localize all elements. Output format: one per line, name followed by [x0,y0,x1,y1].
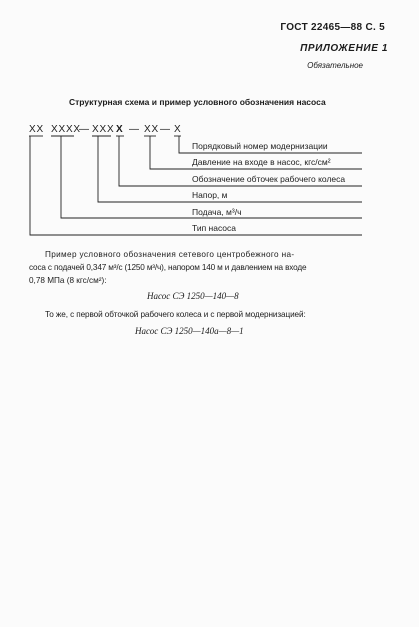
example-line-4: То же, с первой обточкой рабочего колеса и с первой модернизацией: [45,310,306,319]
label-modernization: Порядковый номер модернизации [192,141,328,151]
code-modernization: X [174,124,182,135]
code-pressure: XX [144,124,159,135]
code-dash-1: — [79,124,90,135]
code-impeller: X [116,124,124,135]
scheme-title: Структурная схема и пример условного обозначения насоса [69,97,326,107]
standard-header: ГОСТ 22465—88 С. 5 [280,22,385,33]
label-head: Напор, м [192,190,228,200]
example-line-2: соса с подачей 0,347 м³/с (1250 м³/ч), напором 140 м и давлением на входе [29,263,307,272]
example-formula-2: Насос СЭ 1250—140а—8—1 [135,326,244,336]
example-line-1: Пример условного обозначения сетевого центробежного на- [45,250,295,259]
example-line-3: 0,78 МПа (8 кгс/см²): [29,276,107,285]
code-pump-type: XX [29,124,44,135]
appendix-status: Обязательное [307,61,363,70]
label-pump-type: Тип насоса [192,223,237,233]
code-flow: XXXX [51,124,81,135]
label-flow: Подача, м³/ч [192,207,242,217]
label-inlet-pressure: Давление на входе в насос, кгс/см² [192,157,331,167]
label-impeller-trim: Обозначение обточек рабочего колеса [192,174,346,184]
example-formula-1: Насос СЭ 1250—140—8 [147,291,239,301]
code-head: XXX [92,124,115,135]
appendix-label: ПРИЛОЖЕНИЕ 1 [300,43,388,54]
code-dash-3: — [160,124,171,135]
code-dash-2: — [129,124,140,135]
